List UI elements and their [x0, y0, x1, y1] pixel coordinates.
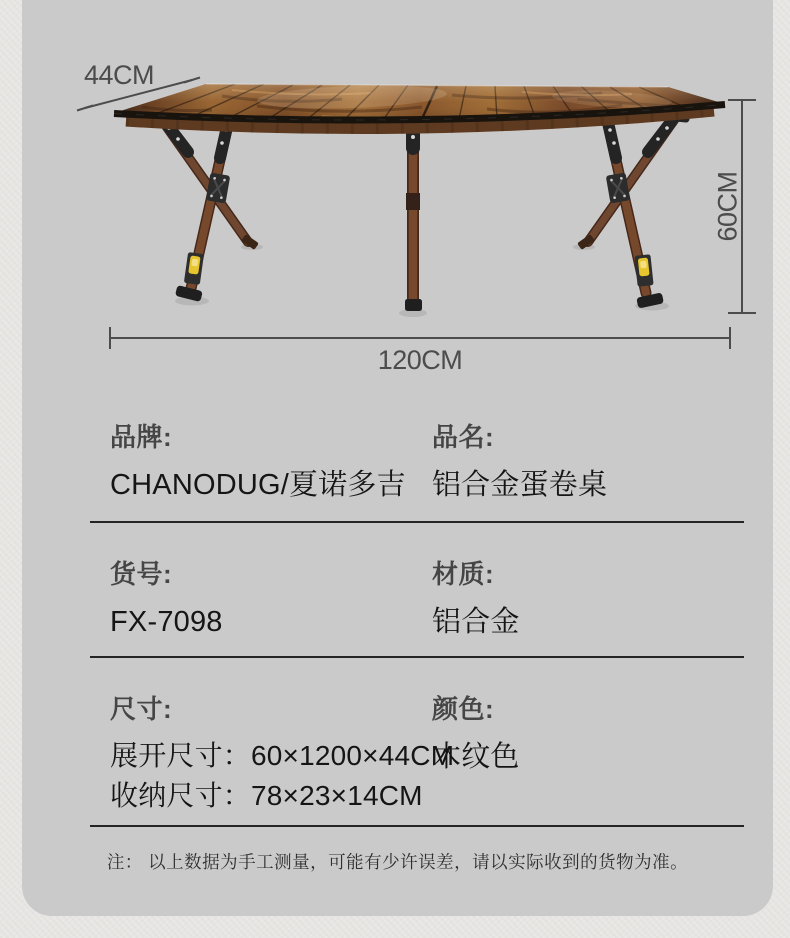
spec-row-size-color [90, 658, 744, 827]
dimension-label-height: 60CM [712, 171, 743, 242]
middle-leg-fold-joint [406, 193, 420, 210]
dimension-label-depth: 44CM [84, 60, 155, 90]
spec-value-size [110, 736, 455, 816]
spec-table [90, 410, 744, 827]
spec-value-material: 铝合金 [432, 606, 520, 638]
product-spec-card [22, 0, 773, 916]
spec-row-item-material [90, 523, 744, 658]
height-lock-clip-right [634, 254, 653, 287]
spec-cell-material [432, 559, 744, 656]
measurement-note: 注： 以上数据为手工测量，可能有少许误差，请以实际收到的货物为准。 [106, 852, 689, 872]
spec-label-product-name: 品名: [432, 422, 495, 452]
spec-cell-size [90, 694, 455, 825]
spec-label-color: 颜色: [432, 694, 495, 724]
spec-cell-item-number [90, 559, 432, 656]
spec-label-size: 尺寸: [110, 694, 173, 724]
spec-label-brand: 品牌: [110, 422, 173, 452]
spec-row-brand-name [90, 410, 744, 523]
spec-value-item-number: FX-7098 [110, 606, 223, 638]
spec-cell-color [432, 694, 744, 825]
spec-value-size-open: 展开尺寸：60×1200×44CM [110, 740, 455, 771]
spec-cell-brand [90, 422, 432, 521]
spec-cell-product-name [432, 422, 744, 521]
spec-label-material: 材质: [432, 559, 495, 589]
height-lock-clip-left [184, 252, 204, 285]
spec-label-item-number: 货号: [110, 559, 173, 589]
spec-value-size-packed: 收纳尺寸：78×23×14CM [110, 780, 423, 811]
dimension-label-width: 120CM [377, 345, 463, 375]
spec-value-brand: CHANODUG/夏诺多吉 [110, 469, 406, 501]
spec-value-color: 木纹色 [432, 741, 520, 773]
spec-value-product-name: 铝合金蛋卷桌 [432, 469, 608, 501]
